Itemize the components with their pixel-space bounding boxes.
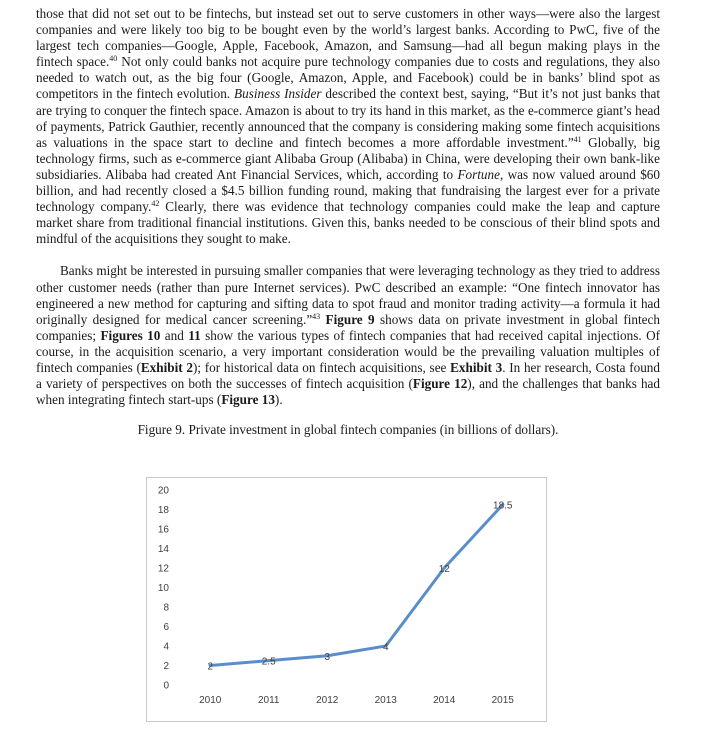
p1-text-b: Not only could banks not acquire pure technology companies due to costs and regulations, they also needed to watch out, as the big four (Google, Amazon, Apple, and Facebook) could be in banks’ blind spot as competitors in the fintech evolution.	[36, 54, 660, 102]
ref-figure-9: Figure 9	[325, 311, 375, 327]
p2-text-e: . In her research, Costa found a variety of perspectives on both the successes of fintech acquisition (	[36, 359, 660, 392]
x-tick-label: 2010	[199, 695, 222, 706]
line-chart	[146, 477, 547, 722]
p2-text-c: show the various types of fintech companies that had received capital injections. Of course, in the acquisition scenario, a very important consideration would be the prevailing valuation multiples of fintech companies (	[36, 327, 661, 375]
data-label: 18.5	[493, 500, 513, 512]
footnote-ref-40: 40	[109, 54, 118, 64]
y-tick-label: 14	[157, 544, 169, 555]
p1-text-e: , was now valued around $60 billion, and had recently closed a $4.5 billion funding round, making that fundraising the largest ever for a private technology company.	[36, 166, 660, 215]
p2-text-g: ).	[274, 392, 283, 408]
figure-caption: Figure 9. Private investment in global fintech companies (in billions of dollars).	[137, 422, 559, 438]
y-tick-label: 4	[163, 641, 169, 653]
p2-text-f: ), and the challenges that banks had when integrating fintech start-ups (	[36, 376, 660, 408]
footnote-ref-42: 42	[151, 199, 160, 209]
y-tick-label: 16	[157, 524, 169, 536]
ref-figure-10: Figures 10	[100, 327, 161, 343]
p2-text-a: Banks might be interested in pursuing smaller companies that were leveraging technology as they tried to address other customer needs (rather than pure Internet services). PwC described an example: “One fintech innovator has engineered a new method for capturing and sifting data to spot fraud and monitor trading activity—a formula it had originally designed for medical cancer screening.”	[36, 263, 660, 327]
y-tick-label: 18	[157, 505, 169, 516]
p1-text-f: Clearly, there was evidence that technology companies could make the leap and capture market share from traditional financial institutions. Given this, banks needed to be conscious of their blind spots and mindful of the acquisitions they sought to make.	[36, 199, 660, 247]
document-page	[36, 6, 660, 438]
paragraph-2	[36, 263, 660, 408]
p1-text-d: Globally, big technology firms, such as e-commerce giant Alibaba Group (Alibaba) in China, were developing their own bank-like subsidiaries. Alibaba had created Ant Financial Services, which, according to	[36, 134, 660, 182]
publication-business-insider: Business Insider	[234, 86, 322, 102]
series-line	[210, 505, 503, 666]
y-tick-label: 12	[157, 563, 169, 575]
ref-figure-13: Figure 13	[221, 392, 275, 408]
y-tick-label: 6	[163, 622, 169, 633]
x-tick-label: 2014	[433, 695, 456, 706]
footnote-ref-41: 41	[573, 134, 582, 144]
ref-exhibit-2: Exhibit 2	[140, 359, 193, 375]
ref-figure-12: Figure 12	[412, 376, 468, 392]
x-tick-label: 2013	[374, 695, 397, 706]
paragraph-1	[36, 6, 660, 247]
y-tick-label: 10	[157, 583, 169, 594]
p1-text-c: described the context best, saying, “But it’s not just banks that are trying to conquer the fintech space. Amazon is about to try its hand in this market, as the e-commerce giant’s head of payments, Patrick Gauthier, recently announced that the company is considering making some fintech acquisitions as valuations in the space start to decline and fintech becomes a more affordable investment.”	[36, 86, 660, 150]
y-tick-label: 8	[163, 602, 169, 614]
p2-text-b: shows data on private investment in global fintech companies;	[36, 311, 660, 343]
x-tick-label: 2015	[491, 695, 514, 706]
p1-text-a: those that did not set out to be fintechs, but instead set out to serve customers in other ways—were also the largest companies and were likely too big to be bought even by the world’s largest banks. According to PwC, five of the largest tech companies—Google, Apple, Facebook, Amazon, and Samsung—had all begun making plays in the fintech space.	[36, 6, 660, 70]
data-label: 12	[438, 564, 450, 575]
ref-figure-11: 11	[188, 327, 201, 343]
footnote-ref-43: 43	[312, 311, 321, 321]
y-tick-label: 0	[163, 680, 169, 692]
x-tick-label: 2012	[316, 695, 339, 706]
p2-and: and	[160, 327, 189, 343]
p2-text-d: ); for historical data on fintech acquisitions, see	[192, 359, 451, 375]
y-tick-label: 2	[163, 661, 169, 672]
publication-fortune: Fortune	[457, 166, 500, 182]
data-label: 3	[324, 651, 331, 663]
data-label: 2.5	[261, 656, 276, 668]
chart-canvas	[147, 478, 546, 721]
data-label: 4	[382, 642, 389, 653]
x-tick-label: 2011	[257, 695, 280, 706]
data-label: 2	[207, 661, 214, 673]
ref-exhibit-3: Exhibit 3	[450, 359, 503, 375]
y-tick-label: 20	[157, 485, 169, 497]
